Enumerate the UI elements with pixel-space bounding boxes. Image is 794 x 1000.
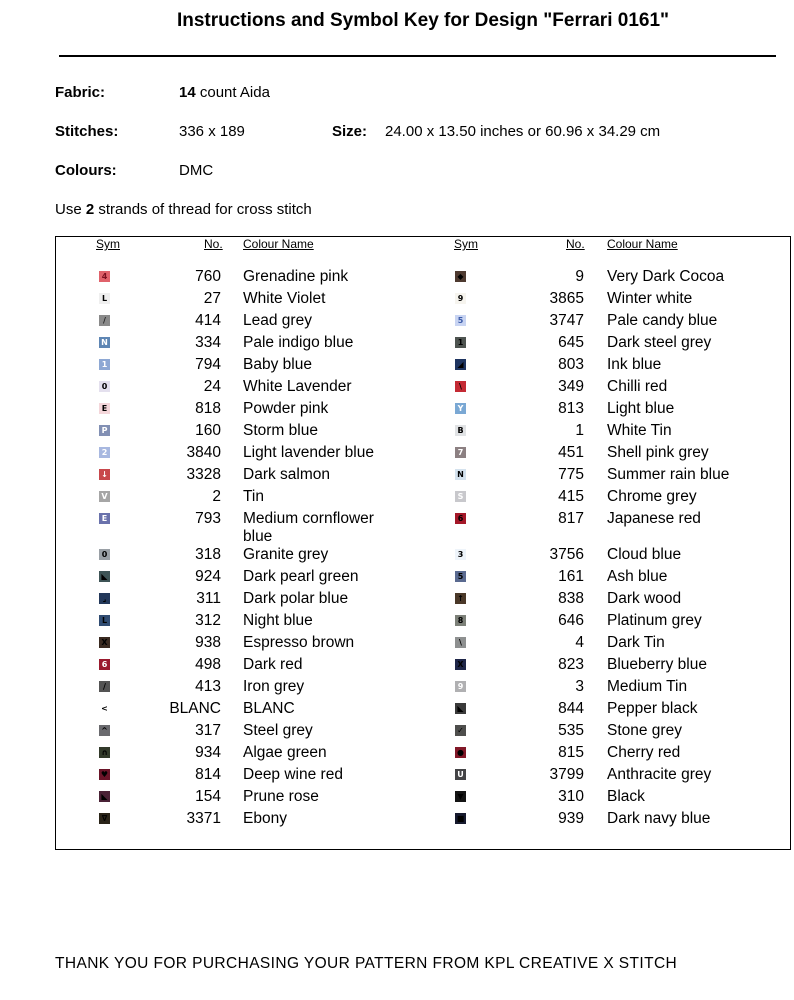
colour-name: Black <box>607 788 645 805</box>
symbol-swatch: L <box>99 615 110 626</box>
left-header-sym: Sym <box>96 237 120 251</box>
symbol-swatch: ◣ <box>455 703 466 714</box>
symbol-swatch: 1 <box>99 359 110 370</box>
dmc-number: 815 <box>558 744 584 761</box>
dmc-number: 3 <box>575 678 584 695</box>
right-header-sym: Sym <box>454 237 478 251</box>
symbol-swatch: Y <box>455 403 466 414</box>
dmc-number: 413 <box>195 678 221 695</box>
dmc-number: 4 <box>575 634 584 651</box>
dmc-number: 311 <box>196 590 221 607</box>
size-value: 24.00 x 13.50 inches or 60.96 x 34.29 cm <box>385 123 661 140</box>
symbol-swatch: ∩ <box>99 747 110 758</box>
colour-name: Platinum grey <box>607 612 702 629</box>
symbol-swatch: N <box>99 337 110 348</box>
symbol-swatch: 3 <box>455 549 466 560</box>
colour-name: Blueberry blue <box>607 656 707 673</box>
colour-name: Very Dark Cocoa <box>607 268 725 285</box>
symbol-swatch: V <box>99 491 110 502</box>
symbol-swatch: ♥ <box>100 770 109 779</box>
symbol-swatch: E <box>99 513 110 524</box>
dmc-number: 160 <box>195 422 221 439</box>
colour-name: Dark steel grey <box>607 334 712 351</box>
fabric-count: 14 <box>179 84 196 101</box>
colour-name: Dark red <box>243 656 303 673</box>
colour-name: Ash blue <box>607 568 668 585</box>
dmc-number: 317 <box>195 722 221 739</box>
colour-name: White Lavender <box>243 378 352 395</box>
colour-name: Cherry red <box>607 744 681 761</box>
symbol-swatch: L <box>99 293 110 304</box>
dmc-number: 813 <box>558 400 584 417</box>
symbol-swatch: ◣ <box>99 791 110 802</box>
dmc-number: 934 <box>195 744 221 761</box>
dmc-number: 451 <box>558 444 584 461</box>
symbol-swatch: 9 <box>455 293 466 304</box>
colour-name: Shell pink grey <box>607 444 709 461</box>
symbol-swatch: ◣ <box>99 571 110 582</box>
colour-name: Iron grey <box>243 678 305 695</box>
dmc-number: 814 <box>195 766 221 783</box>
dmc-number: 3799 <box>549 766 584 783</box>
colour-name: Light lavender blue <box>243 444 374 461</box>
fabric-value <box>179 84 270 101</box>
symbol-swatch: X <box>455 659 466 670</box>
dmc-number: 498 <box>195 656 221 673</box>
symbol-swatch: U <box>455 769 466 780</box>
symbol-swatch: 5 <box>455 571 466 582</box>
fabric-label: Fabric: <box>55 84 106 101</box>
symbol-swatch: 5 <box>455 315 466 326</box>
symbol-swatch: E <box>99 403 110 414</box>
stitches-label: Stitches: <box>55 123 119 140</box>
colour-name: Medium cornflower blue <box>243 510 374 545</box>
footer-thank-you: THANK YOU FOR PURCHASING YOUR PATTERN FROM KPL CREATIVE X STITCH <box>55 955 678 972</box>
dmc-number: 349 <box>558 378 584 395</box>
dmc-number: 844 <box>558 700 584 717</box>
colour-name: Chilli red <box>607 378 668 395</box>
symbol-swatch: \ <box>455 381 466 392</box>
symbol-swatch: ▼ <box>455 791 466 802</box>
symbol-swatch: 0 <box>99 381 110 392</box>
colour-name: Powder pink <box>243 400 329 417</box>
colour-name: Dark polar blue <box>243 590 349 607</box>
symbol-swatch: N <box>455 469 466 480</box>
colour-name: Dark wood <box>607 590 682 607</box>
symbol-swatch: ■ <box>456 814 465 823</box>
colour-name: Light blue <box>607 400 675 417</box>
symbol-swatch: ∇ <box>99 813 110 824</box>
symbol-swatch: < <box>99 703 110 714</box>
dmc-number: 310 <box>558 788 584 805</box>
colour-name: Ebony <box>243 810 287 827</box>
dmc-number: 312 <box>195 612 221 629</box>
colour-name: Pepper black <box>607 700 698 717</box>
dmc-number: 938 <box>195 634 221 651</box>
stitches-value: 336 x 189 <box>179 123 245 140</box>
symbol-swatch: 2 <box>99 447 110 458</box>
dmc-number: 2 <box>212 488 221 505</box>
symbol-swatch: S <box>455 491 466 502</box>
colour-name: Dark navy blue <box>607 810 711 827</box>
colour-name: Dark Tin <box>607 634 665 651</box>
dmc-number: 794 <box>195 356 221 373</box>
left-header-no: No. <box>204 237 223 251</box>
colour-name: Baby blue <box>243 356 312 373</box>
symbol-swatch: P <box>99 425 110 436</box>
dmc-number: BLANC <box>169 700 221 717</box>
colour-name: Japanese red <box>607 510 701 527</box>
symbol-swatch: ⌟ <box>99 593 110 604</box>
dmc-number: 318 <box>195 546 221 563</box>
symbol-swatch: 6 <box>99 659 110 670</box>
fabric-type: count Aida <box>199 84 270 101</box>
dmc-number: 793 <box>195 510 221 527</box>
dmc-number: 3747 <box>549 312 584 329</box>
strands-instruction <box>55 201 312 218</box>
symbol-swatch: / <box>99 315 110 326</box>
symbol-swatch: ^ <box>99 725 110 736</box>
colour-name: Prune rose <box>243 788 319 805</box>
colour-name: Medium Tin <box>607 678 688 695</box>
size-label: Size: <box>332 123 368 140</box>
dmc-number: 823 <box>558 656 584 673</box>
colour-name: Dark pearl green <box>243 568 359 585</box>
colour-name: Chrome grey <box>607 488 697 505</box>
colour-name: Tin <box>243 488 264 505</box>
title-rule <box>59 55 776 57</box>
symbol-swatch: 4 <box>99 271 110 282</box>
symbol-swatch: ∕ <box>99 681 110 692</box>
dmc-number: 9 <box>575 268 584 285</box>
colour-name: BLANC <box>243 700 295 717</box>
page-title: Instructions and Symbol Key for Design "Ferrari 0161" <box>176 10 670 31</box>
dmc-number: 154 <box>195 788 221 805</box>
strands-count: 2 <box>85 201 95 218</box>
dmc-number: 3840 <box>186 444 221 461</box>
colour-name: Dark salmon <box>243 466 330 483</box>
right-header-name: Colour Name <box>607 237 678 251</box>
dmc-number: 645 <box>558 334 584 351</box>
symbol-swatch: ◢ <box>455 359 466 370</box>
colour-name: Steel grey <box>243 722 313 739</box>
colour-name: Espresso brown <box>243 634 355 651</box>
dmc-number: 535 <box>558 722 584 739</box>
symbol-swatch: ↓ <box>99 469 110 480</box>
symbol-swatch: ✓ <box>455 725 466 736</box>
dmc-number: 27 <box>203 290 221 307</box>
dmc-number: 818 <box>195 400 221 417</box>
colour-name: Pale indigo blue <box>243 334 354 351</box>
dmc-number: 838 <box>558 590 584 607</box>
colour-name: Granite grey <box>243 546 329 563</box>
colour-name: Grenadine pink <box>243 268 349 285</box>
dmc-number: 760 <box>195 268 221 285</box>
colours-value: DMC <box>179 162 214 179</box>
colour-name: Storm blue <box>243 422 318 439</box>
colour-name: Ink blue <box>607 356 662 373</box>
dmc-number: 3865 <box>549 290 584 307</box>
dmc-number: 161 <box>558 568 584 585</box>
symbol-swatch: 7 <box>455 447 466 458</box>
colour-name: Cloud blue <box>607 546 682 563</box>
dmc-number: 939 <box>558 810 584 827</box>
dmc-number: 415 <box>558 488 584 505</box>
dmc-number: 3328 <box>186 466 221 483</box>
colour-name: White Violet <box>243 290 326 307</box>
symbol-swatch: ● <box>455 747 466 758</box>
symbol-swatch: X <box>99 637 110 648</box>
colour-name: Lead grey <box>243 312 312 329</box>
symbol-swatch: ◆ <box>455 271 466 282</box>
colour-name: Deep wine red <box>243 766 343 783</box>
dmc-number: 924 <box>195 568 221 585</box>
strands-prefix: Use <box>55 201 86 218</box>
colours-label: Colours: <box>55 162 117 179</box>
symbol-swatch: 6 <box>455 513 466 524</box>
dmc-number: 775 <box>558 466 584 483</box>
symbol-swatch: \ <box>455 637 466 648</box>
dmc-number: 414 <box>195 312 221 329</box>
colour-name: Stone grey <box>607 722 682 739</box>
dmc-number: 646 <box>558 612 584 629</box>
colour-name: White Tin <box>607 422 672 439</box>
dmc-number: 803 <box>558 356 584 373</box>
colour-name: Pale candy blue <box>607 312 718 329</box>
symbol-swatch: 0 <box>99 549 110 560</box>
symbol-swatch: 9 <box>455 681 466 692</box>
dmc-number: 334 <box>195 334 221 351</box>
strands-suffix: strands of thread for cross stitch <box>94 201 312 218</box>
dmc-number: 3756 <box>549 546 584 563</box>
symbol-swatch: ↑ <box>455 593 466 604</box>
dmc-number: 3371 <box>186 810 221 827</box>
symbol-swatch: B <box>455 425 466 436</box>
colour-name: Anthracite grey <box>607 766 712 783</box>
symbol-swatch: 1 <box>455 337 466 348</box>
colour-name: Winter white <box>607 290 693 307</box>
dmc-number: 817 <box>558 510 584 527</box>
colour-name: Algae green <box>243 744 327 761</box>
dmc-number: 1 <box>575 422 584 439</box>
dmc-number: 24 <box>203 378 221 395</box>
left-header-name: Colour Name <box>243 237 314 251</box>
right-header-no: No. <box>566 237 585 251</box>
symbol-swatch: 8 <box>455 615 466 626</box>
colour-name: Night blue <box>243 612 313 629</box>
colour-name: Summer rain blue <box>607 466 730 483</box>
